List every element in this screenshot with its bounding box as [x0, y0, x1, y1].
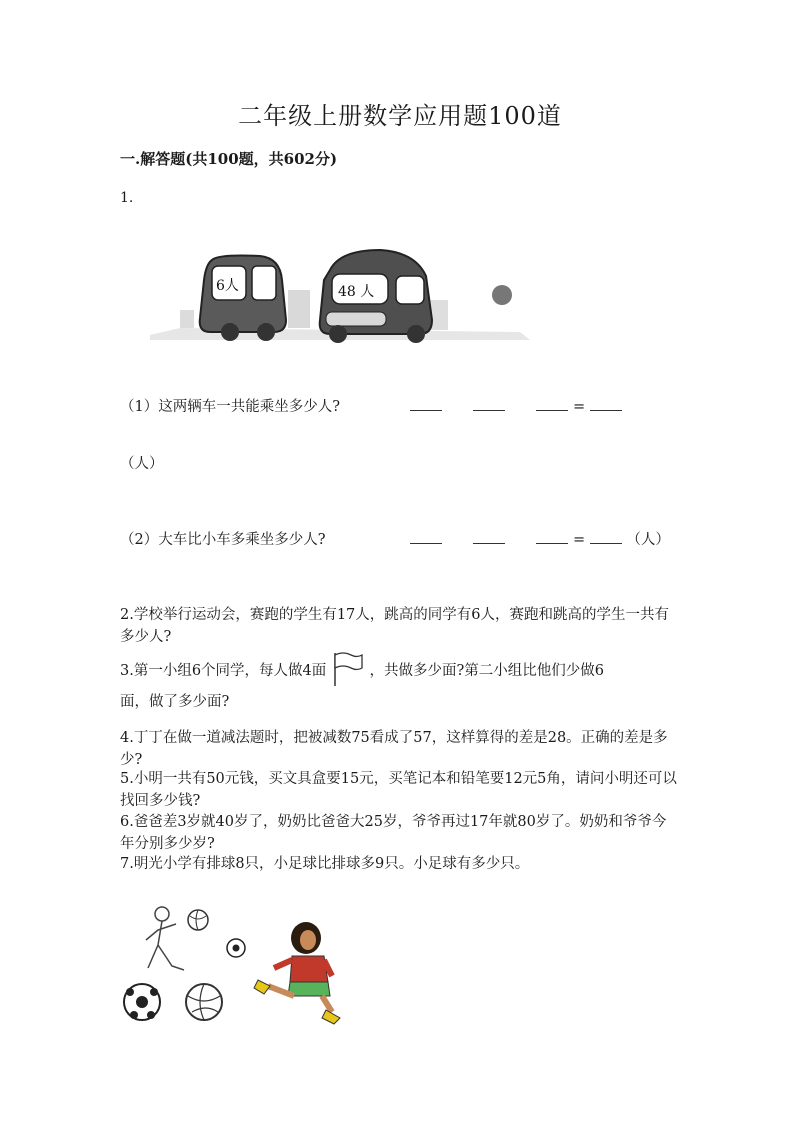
small-car: [200, 256, 286, 342]
question-2: 2.学校举行运动会，赛跑的学生有17人，跳高的同学有6人，赛跑和跳高的学生一共有多少人?: [120, 607, 670, 645]
answer-blank[interactable]: [590, 396, 622, 411]
unit-label: （人）: [626, 532, 670, 548]
sub-question-2-text: （2）大车比小车多乘坐多少人?: [120, 532, 326, 548]
big-bus: [320, 250, 432, 343]
question-3-part-a: 3.第一小组6个同学，每人做4面: [120, 663, 327, 679]
sub-question-1-row: [120, 396, 340, 418]
big-bus-label: 48 人: [338, 284, 375, 300]
volleyball-large-icon: [186, 984, 222, 1020]
question-3-part-b: ，共做多少面?第二小组比他们少做6: [369, 663, 605, 679]
building-left: [180, 310, 194, 328]
answer-blank[interactable]: [536, 529, 568, 544]
question-3-part-c: 面，做了多少面?: [120, 694, 230, 710]
answer-blank[interactable]: [536, 396, 568, 411]
sub-question-1-text: （1）这两辆车一共能乘坐多少人?: [120, 399, 340, 415]
answer-blank[interactable]: [473, 529, 505, 544]
soccer-player: [254, 922, 340, 1024]
flag-icon: [331, 651, 365, 687]
soccer-ball-large-icon: [124, 984, 160, 1020]
soccer-ball-small-icon: [227, 939, 245, 957]
volleyball-icon: [188, 910, 208, 930]
question-1-number: 1.: [120, 190, 134, 206]
question-6: 6.爸爸差3岁就40岁了，奶奶比爸爸大25岁，爷爷再过17年就80岁了。奶奶和爷爷今年分别多少岁?: [120, 814, 667, 852]
equals-sign: =: [573, 399, 586, 415]
vehicles-illustration: [140, 240, 540, 350]
volleyball-player: [146, 907, 184, 970]
answer-blank[interactable]: [410, 396, 442, 411]
sports-illustration: [118, 900, 358, 1030]
question-4: 4.丁丁在做一道减法题时，把被减数75看成了57，这样算得的差是28。正确的差是多少?: [120, 730, 668, 768]
unit-label: （人）: [120, 456, 164, 472]
small-car-label: 6人: [216, 278, 239, 294]
gray-ball: [492, 285, 512, 305]
question-5: 5.小明一共有50元钱，买文具盒要15元，买笔记本和铅笔要12元5角，请问小明还可以找回多少钱?: [120, 771, 677, 809]
sub-question-1-blanks: [410, 396, 622, 418]
question-3-line: [120, 651, 604, 687]
question-7: 7.明光小学有排球8只，小足球比排球多9只。小足球有多少只。: [120, 856, 530, 872]
building-right: [430, 300, 448, 330]
answer-blank[interactable]: [473, 396, 505, 411]
answer-blank[interactable]: [410, 529, 442, 544]
sub-question-2-blanks: [410, 529, 670, 551]
equals-sign: =: [573, 532, 586, 548]
page-title: 二年级上册数学应用题100道: [238, 102, 562, 130]
section-heading: 一.解答题(共100题，共602分): [120, 150, 338, 168]
answer-blank[interactable]: [590, 529, 622, 544]
building-middle: [288, 290, 310, 328]
